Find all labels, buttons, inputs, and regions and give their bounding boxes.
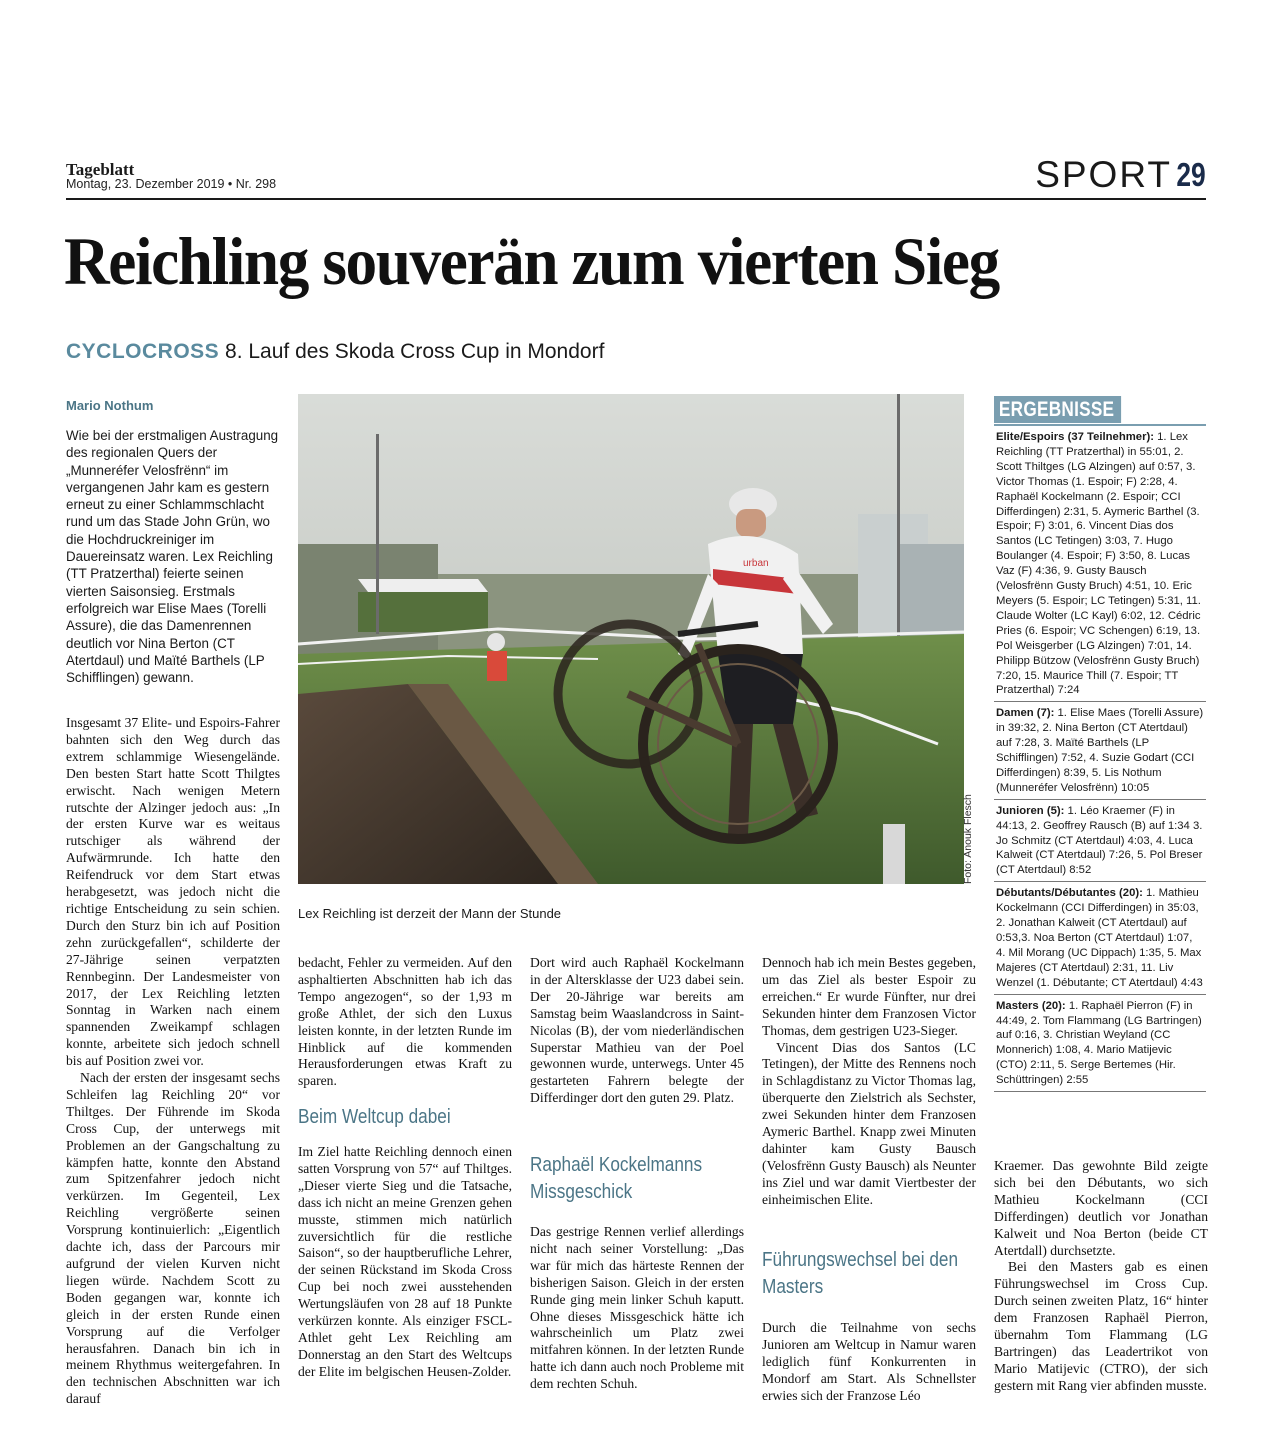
jersey-text: urban [743, 558, 769, 569]
author: Mario Nothum [66, 398, 154, 413]
article-column-2b [298, 1144, 512, 1381]
article-column-2 [298, 955, 512, 1090]
body-paragraph: Dennoch hab ich mein Bestes gegeben, um das Ziel als bester Espoir zu erreichen.“ Er wurde Fünfter, nur drei Sekunden hinter dem Franzosen Victor Thomas, dem gestrigen U23-Sieger. [762, 955, 976, 1038]
article-photo [298, 394, 964, 884]
body-paragraph: Dort wird auch Raphaël Kockelmann in der Altersklasse der U23 dabei sein. Der 20-Jährige war bereits am Samstag beim Waaslandcross in Saint-Nicolas (B), der vom niederländischen Superstar Mathieu van der Poel gewonnen wurde, unterwegs. Unter 45 gestarteten Fahrern belegte der Differdinger dort den guten 29. Platz. [530, 955, 744, 1106]
body-paragraph: Insgesamt 37 Elite- und Espoirs-Fahrer bahnten sich den Weg durch das extrem schlammige Wiesengelände. Den besten Start hatte Scott Thilgtes erwischt. Nach wenigen Metern rutschte der Alzinger jedoch aus: „In der ersten Kurve war es weitaus rutschiger als während der Aufwärmrunde. Ich hatte den Reifendruck vor dem Start etwas herabgesetzt, was jedoch nicht die richtige Entscheidung zu sein schien. Durch den Sturz bin ich auf Position zehn zurückgefallen“, schilderte der 27-Jährige seinen verpatzten Rennbeginn. Der Landesmeister von 2017, der Lex Reichling letzten Sonntag in Warken nach einem spannenden Zweikampf schlagen konnte, arbeitete sich jedoch schnell bis auf Position zwei vor. [66, 715, 280, 1069]
body-paragraph: Das gestrige Rennen verlief allerdings nicht nach seiner Vorstellung: „Das war für mich das härteste Rennen der bisherigen Saison. Gleich in der ersten Runde ging mein linker Schuh kaputt. Ohne dieses Missgeschick hätte ich wahrscheinlich um Platz zwei mitfahren können. In der letzten Runde hatte ich dann auch noch Probleme mit dem rechten Schuh. [530, 1224, 744, 1392]
body-paragraph: Bei den Masters gab es einen Führungswechsel im Cross Cup. Durch seinen zweiten Platz, 16“ hinter dem Franzosen Raphaël Pierron, übernahm Tom Flammang (LG Bartringen) das Leadertrikot von Mario Matijevic (CTRO), der sich gestern mit Rang vier abfinden musste. [994, 1259, 1208, 1393]
results-heading: Damen (7): [996, 707, 1055, 720]
kicker-line [66, 340, 604, 364]
results-masters [994, 995, 1206, 1092]
kicker: CYCLOCROSS [66, 340, 220, 363]
body-paragraph: bedacht, Fehler zu vermeiden. Auf den asphaltierten Abschnitten hab ich das Tempo angezogen“, so der 1,93 m große Athlet, der sich den Luxus leisten konnte, in der letzten Runde im Hinblick auf die kommenden Herausforderungen etwas Kraft zu sparen. [298, 955, 512, 1089]
dateline: Montag, 23. Dezember 2019 • Nr. 298 [66, 177, 277, 191]
masthead: Tageblatt [66, 160, 135, 179]
results-text: 1. Léo Kraemer (F) in 44:13, 2. Geoffrey Rausch (B) auf 1:34 3. Jo Schmitz (CT Atertdaul) 4:03, 4. Luca Kalweit (CT Atertdaul) 7:26, 5. Pol Breser (CT Atertdaul) 8:52 [996, 804, 1203, 877]
results-heading: Elite/Espoirs (37 Teilnehmer): [996, 431, 1154, 443]
body-paragraph: Durch die Teilnahme von sechs Junioren am Weltcup in Namur waren lediglich fünf Konkurrenten in Mondorf am Start. Als Schnellster erwies sich der Franzose Léo [762, 1320, 976, 1403]
article-column-5 [994, 1158, 1208, 1395]
photo-credit: Foto: Anouk Flesch [962, 794, 974, 884]
results-heading: Masters (20): [996, 999, 1066, 1012]
subheading-weltcup: Beim Weltcup dabei [298, 1106, 451, 1128]
body-paragraph: Nach der ersten der insgesamt sechs Schleifen lag Reichling 20“ vor Thiltges. Der Führende im Skoda Cross Cup, der unterwegs mit Problemen an der Gangschaltung zu kämpfen hatte, konnte den Abstand zum Spitzenfahrer jedoch nicht verkürzen. Im Gegenteil, Lex Reichling vergrößerte seinen Vorsprung kontinuierlich: „Eigentlich dachte ich, dass der Parcours mir aufgrund der vielen Kurven nicht liegen würde. Nachdem Scott zu Boden gegangen war, konnte ich gleich in der ersten Runde einen Vorsprung auf die Verfolger herausfahren. Danach bin ich in meinem Rhythmus weitergefahren. In den technischen Abschnitten war ich darauf [66, 1070, 280, 1407]
article-column-4 [762, 955, 976, 1209]
body-paragraph: Kraemer. Das gewohnte Bild zeigte sich bei den Débutants, wo sich Mathieu Kockelmann (CCI Differdingen) deutlich vor Jonathan Kalweit und Noa Berton (beide CT Atertdall) durchsetzte. [994, 1158, 1208, 1258]
subheading-kockelmann: Raphaël Kockelmanns Missgeschick [530, 1154, 703, 1203]
page-number: 29 [1176, 156, 1206, 193]
article-column-1 [66, 715, 280, 1408]
results-text: 1. Elise Maes (Torelli Assure) in 39:32, 2. Nina Berton (CT Atertdaul) auf 7:28, 3. Maïté Barthels (LP Schifflingen) 7:52, 4. Suzie Godart (CCI Differdingen) 8:39, 5. Lis Nothum (Munneréfer Velosfrënn) 10:05 [996, 707, 1204, 794]
subtitle: 8. Lauf des Skoda Cross Cup in Mondorf [225, 340, 605, 363]
intro-paragraph: Wie bei der erstmaligen Austragung des regionalen Quers der „Munneréfer Velosfrënn“ im vergangenen Jahr kam es gestern erneut zu einer Schlammschlacht rund um das Stade John Grün, wo die Hochdruckreiniger im Dauereinsatz waren. Lex Reichling (TT Pratzerthal) feierte seinen vierten Saisonsieg. Erstmals erfolgreich war Elise Maes (Torelli Assure), die das Damenrennen deutlich vor Nina Berton (CT Atertdaul) und Maïté Barthels (LP Schifflingen) gewann. [66, 428, 279, 686]
body-paragraph: Vincent Dias dos Santos (LC Tetingen), der Mitte des Rennens noch in Schlagdistanz zu Victor Thomas lag, überquerte den Zielstrich als Sechster, zwei Sekunden hinter dem Franzosen Aymeric Barthel. Knapp zwei Minuten dahinter kam Gusty Bausch (Velosfrënn Gusty Bausch) als Neunter ins Ziel und war damit Viertbester der einheimischen Elite. [762, 1039, 976, 1207]
header-rule [66, 198, 1206, 200]
article-column-3 [530, 955, 744, 1107]
results-elite [994, 426, 1206, 702]
results-debutants [994, 882, 1206, 994]
section-label: SPORT [1035, 154, 1172, 195]
photo-caption: Lex Reichling ist derzeit der Mann der Stunde [298, 906, 562, 921]
subheading-masters: Führungswechsel bei den Masters [762, 1249, 959, 1298]
results-junioren [994, 800, 1206, 883]
results-title: ERGEBNISSE [994, 396, 1121, 423]
results-text: 1. Lex Reichling (TT Pratzerthal) in 55:01, 2. Scott Thiltges (LG Alzingen) auf 0:57, 3. Victor Thomas (1. Espoir; F) 2:28, 4. Raphaël Kockelmann (2. Espoir; CCI Differdingen) 2:31, 5. Aymeric Barthel (3. Espoir; F) 3:01, 6. Vincent Dias dos Santos (LC Tetingen) 3:03, 7. Hugo Boulanger (4. Espoir; F) 3:50, 8. Lucas Vaz (F) 4:36, 9. Gusty Bausch (Velosfrënn Gusty Bruch) 4:51, 10. Eric Meyers (5. Espoir; LC Tetingen) 5:31, 11. Claude Wolter (LC Kayl) 6:02, 12. Cédric Pries (6. Espoir; VC Schengen) 6:19, 13. Pol Weisgerber (LG Alzingen) 7:01, 14. Philipp Bützow (Velosfrënn Gusty Bruch) 7:20, 15. Maurice Thill (7. Espoir; TT Pratzerthal) 7:24 [996, 431, 1201, 697]
article-column-4b [762, 1320, 976, 1405]
results-box [994, 396, 1206, 1092]
body-paragraph: Im Ziel hatte Reichling dennoch einen satten Vorsprung von 57“ auf Thiltges. „Dieser vierte Sieg und die Tatsache, dass ich nicht an meine Grenzen gehen musste, stimmen mich natürlich zuversichtlich für die restliche Saison“, so der hauptberufliche Lehrer, der seinen Rückstand im Skoda Cross Cup bei noch zwei ausstehenden Wertungsläufen von 28 auf 18 Punkte verkürzen konnte. Als einziger FSCL-Athlet geht Lex Reichling am Donnerstag an den Start des Weltcups der Elite im belgischen Heusen-Zolder. [298, 1144, 512, 1379]
results-heading: Débutants/Débutantes (20): [996, 887, 1143, 900]
cyclist-photo-illustration [298, 394, 964, 884]
headline: Reichling souverän zum vierten Sieg [64, 223, 999, 299]
article-column-3b [530, 1224, 744, 1393]
results-damen [994, 702, 1206, 799]
results-text: 1. Raphaël Pierron (F) in 44:49, 2. Tom Flammang (LG Bartringen) auf 0:16, 3. Christian Weyland (CC Monnerich) 1:08, 4. Mario Matijevic (CTO) 2:11, 5. Serge Bertemes (Hir. Schüttringen) 2:55 [996, 999, 1202, 1087]
results-heading: Junioren (5): [996, 804, 1065, 817]
results-text: 1. Mathieu Kockelmann (CCI Differdingen) in 35:03, 2. Jonathan Kalweit (CT Atertdaul) auf 0:53,3. Noa Berton (CT Atertdaul) 1:07, 4. Mil Morang (UC Dippach) 1:35, 5. Max Majeres (CT Atertdaul) 2:31, 11. Liv Wenzel (1. Débutante; CT Atertdaul) 4:43 [996, 887, 1203, 989]
